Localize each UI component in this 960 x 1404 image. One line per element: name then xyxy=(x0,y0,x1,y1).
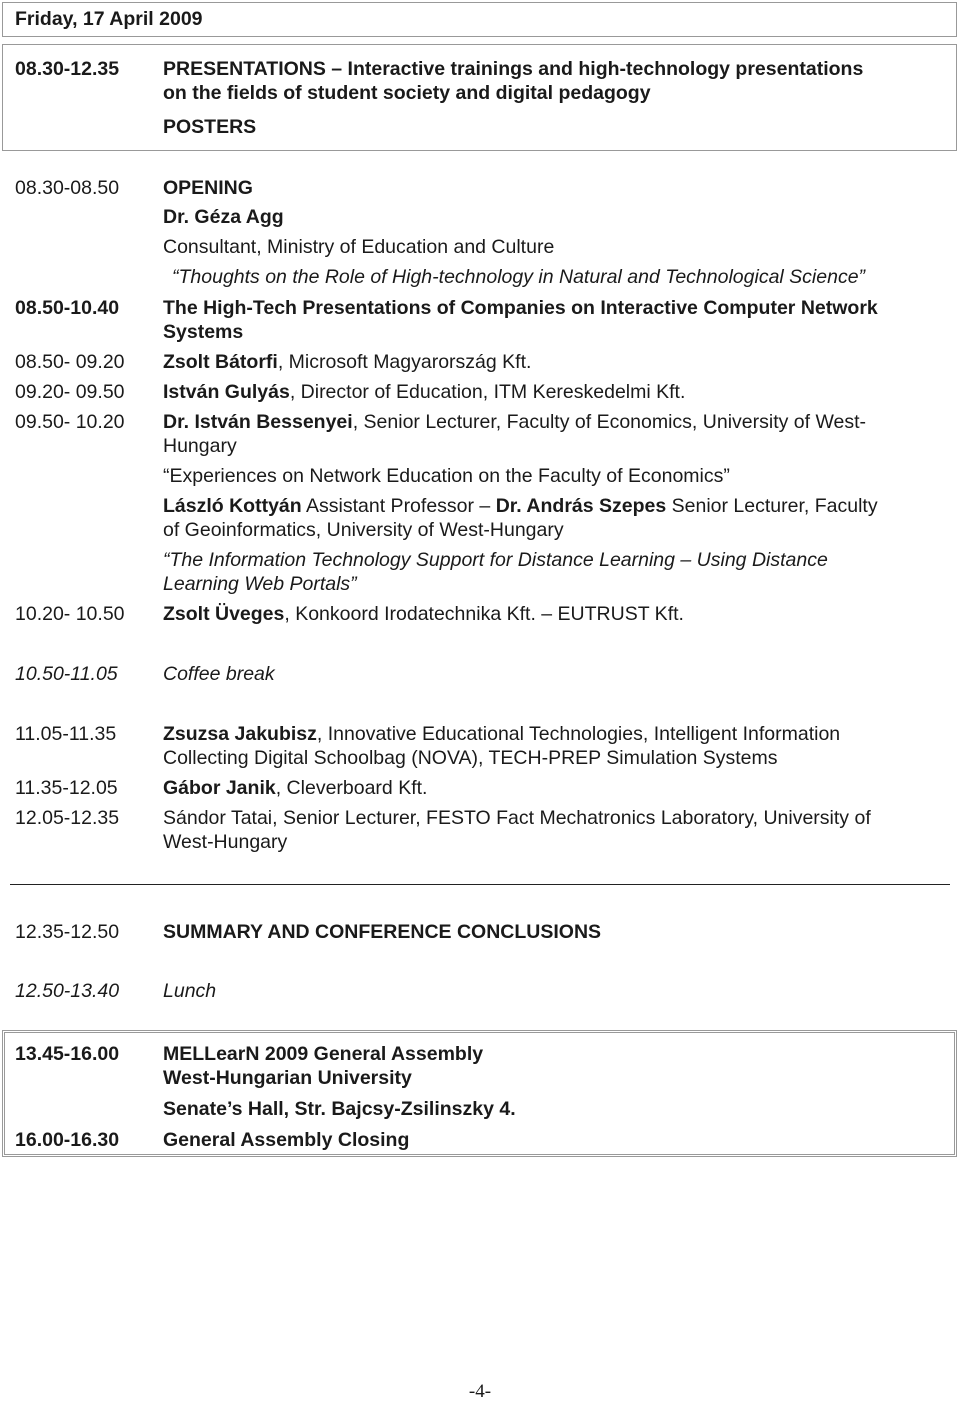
assembly-hall: Senate’s Hall, Str. Bajcsy-Zsilinszky 4. xyxy=(163,1098,516,1120)
session6-affiliation: , Cleverboard Kft. xyxy=(275,777,428,799)
session5-speaker: Zsuzsa Jakubisz xyxy=(163,723,317,745)
session7-line1: Sándor Tatai, Senior Lecturer, FESTO Fact Mechatronics Laboratory, University of xyxy=(163,807,871,829)
session2-affiliation: , Director of Education, ITM Kereskedelmi Kft. xyxy=(289,381,686,403)
opening-speaker: Dr. Géza Agg xyxy=(163,206,284,228)
hightech-time: 08.50-10.40 xyxy=(15,297,120,319)
session5-time: 11.05-11.35 xyxy=(15,723,117,745)
opening-affiliation: Consultant, Ministry of Education and Culture xyxy=(163,236,555,258)
session6-text xyxy=(163,776,427,800)
session3-talk2-line1: “The Information Technology Support for Distance Learning – Using Distance xyxy=(163,549,828,571)
presentations-title-line1: PRESENTATIONS – Interactive trainings and high-technology presentations xyxy=(163,58,864,80)
session5-affiliation: , Innovative Educational Technologies, Intelligent Information xyxy=(316,723,841,745)
closing-label: General Assembly Closing xyxy=(163,1129,410,1151)
session6-time: 11.35-12.05 xyxy=(15,777,118,799)
session2-text xyxy=(163,380,685,404)
opening-talk-title: “Thoughts on the Role of High-technology in Natural and Technological Science” xyxy=(172,266,866,288)
lunch-time: 12.50-13.40 xyxy=(15,980,120,1002)
section-divider xyxy=(10,884,950,885)
session1-affiliation: , Microsoft Magyarország Kft. xyxy=(277,351,532,373)
session1-speaker: Zsolt Bátorfi xyxy=(163,351,278,373)
session4-affiliation: , Konkoord Irodatechnika Kft. – EUTRUST Kft. xyxy=(284,603,684,625)
day-header: Friday, 17 April 2009 xyxy=(15,8,203,30)
session3-speaker: István Bessenyei xyxy=(194,411,353,433)
closing-time: 16.00-16.30 xyxy=(15,1129,120,1151)
presentations-time: 08.30-12.35 xyxy=(15,58,120,80)
opening-time: 08.30-08.50 xyxy=(15,177,120,199)
opening-title: OPENING xyxy=(163,177,253,199)
hightech-title-line1: The High-Tech Presentations of Companies on Interactive Computer Network xyxy=(163,297,878,319)
session3-time: 09.50- 10.20 xyxy=(15,411,125,433)
session3-affiliation-line2: Hungary xyxy=(163,435,237,457)
presentations-title-line2: on the fields of student society and digital pedagogy xyxy=(163,82,651,104)
session2-speaker: István Gulyás xyxy=(163,381,290,403)
session3-coauthors xyxy=(163,494,878,518)
session1-time: 08.50- 09.20 xyxy=(15,351,125,373)
session4-time: 10.20- 10.50 xyxy=(15,603,125,625)
posters-label: POSTERS xyxy=(163,116,257,138)
assembly-time: 13.45-16.00 xyxy=(15,1043,120,1065)
session3-speaker3: András Szepes xyxy=(526,495,667,517)
coffee-label: Coffee break xyxy=(163,663,275,685)
summary-label: SUMMARY AND CONFERENCE CONCLUSIONS xyxy=(163,921,602,943)
session7-line2: West-Hungary xyxy=(163,831,288,853)
session1-text xyxy=(163,350,531,374)
summary-time: 12.35-12.50 xyxy=(15,921,120,943)
session5-affiliation-line2: Collecting Digital Schoolbag (NOVA), TECH-PREP Simulation Systems xyxy=(163,747,778,769)
coffee-time: 10.50-11.05 xyxy=(15,663,118,685)
session3-prefix3: Dr. xyxy=(495,495,527,517)
session3-affiliation: , Senior Lecturer, Faculty of Economics, University of West- xyxy=(352,411,867,433)
session7-time: 12.05-12.35 xyxy=(15,807,120,829)
assembly-venue: West-Hungarian University xyxy=(163,1067,412,1089)
hightech-title-line2: Systems xyxy=(163,321,244,343)
lunch-label: Lunch xyxy=(163,980,217,1002)
session3-prefix: Dr. xyxy=(163,411,195,433)
session6-speaker: Gábor Janik xyxy=(163,777,276,799)
session3-talk2-line2: Learning Web Portals” xyxy=(163,573,357,595)
page-number: -4- xyxy=(468,1381,492,1402)
session5-text xyxy=(163,722,840,746)
session3-speaker2-role: Assistant Professor – xyxy=(301,495,496,517)
session3-talk-title: “Experiences on Network Education on the Faculty of Economics” xyxy=(163,465,730,487)
session3-speaker3-affiliation: of Geoinformatics, University of West-Hungary xyxy=(163,519,564,541)
session3-speaker3-role: Senior Lecturer, Faculty xyxy=(666,495,878,517)
assembly-title: MELLearN 2009 General Assembly xyxy=(163,1043,484,1065)
session2-time: 09.20- 09.50 xyxy=(15,381,125,403)
session4-speaker: Zsolt Üveges xyxy=(163,603,285,625)
session3-speaker2: László Kottyán xyxy=(163,495,302,517)
session3-text xyxy=(163,410,866,434)
session4-text xyxy=(163,602,684,626)
